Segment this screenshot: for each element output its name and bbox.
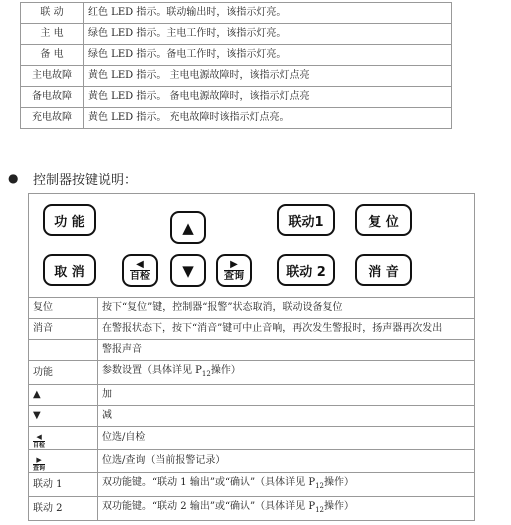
query-label: 查询 — [224, 270, 244, 282]
left-arrow-icon: ◀ — [36, 433, 42, 441]
key-panel — [28, 193, 475, 297]
indicator-desc: 黄色 LED 指示。 主电电源故障时，该指示灯点亮 — [84, 66, 452, 87]
desc-text: 操作） — [324, 501, 354, 512]
left-arrow-icon: ◀ — [136, 258, 144, 270]
table-row — [21, 24, 452, 45]
table-row — [21, 3, 452, 24]
key-desc — [98, 497, 475, 521]
indicator-name: 联 动 — [21, 3, 84, 24]
key-name: 联动 1 — [29, 473, 98, 497]
indicator-name: 主电故障 — [21, 66, 84, 87]
table-row — [29, 319, 475, 340]
link2-key[interactable]: 联动 2 — [277, 254, 335, 286]
bullet-icon: ● — [8, 171, 19, 185]
indicator-desc: 绿色 LED 指示。主电工作时，该指示灯亮。 — [84, 24, 452, 45]
key-desc: 按下“复位”键，控制器“报警”状态取消，联动设备复位 — [98, 298, 475, 319]
table-row — [21, 87, 452, 108]
page-ref: 12 — [201, 370, 211, 378]
desc-text: 参数设置（具体详见 P — [102, 365, 202, 376]
right-arrow-icon: ▶ — [230, 258, 238, 270]
table-row — [29, 450, 475, 473]
left-self-test-key[interactable] — [122, 254, 158, 287]
down-key[interactable]: ▼ — [170, 254, 206, 287]
key-name: 复位 — [29, 298, 98, 319]
mute-key[interactable]: 消 音 — [355, 254, 412, 286]
link1-key[interactable]: 联动1 — [277, 204, 335, 236]
table-row — [29, 385, 475, 406]
section-title: 控制器按键说明： — [33, 173, 138, 188]
desc-text: 操作） — [210, 365, 241, 376]
table-row — [21, 45, 452, 66]
indicator-desc: 黄色 LED 指示。 备电电源故障时，该指示灯点亮 — [84, 87, 452, 108]
up-key[interactable]: ▲ — [170, 211, 206, 244]
table-row — [29, 497, 475, 521]
key-desc — [98, 473, 475, 497]
query-key-icon — [33, 457, 45, 472]
function-key[interactable]: 功 能 — [43, 204, 96, 236]
indicator-name: 备 电 — [21, 45, 84, 66]
query-label: 查询 — [33, 465, 46, 472]
key-name: 功能 — [29, 361, 98, 385]
key-name: 消音 — [29, 319, 98, 340]
indicator-name: 主 电 — [21, 24, 84, 45]
self-test-label: 自检 — [130, 270, 150, 282]
desc-text: 双功能键。“联动 2 输出”或“确认”（具体详见 P — [102, 501, 316, 512]
key-name — [29, 427, 98, 450]
table-row — [21, 108, 452, 129]
self-test-label: 自检 — [33, 442, 46, 449]
indicator-desc: 红色 LED 指示。联动输出时，该指示灯亮。 — [84, 3, 452, 24]
key-name — [29, 450, 98, 473]
indicator-name: 充电故障 — [21, 108, 84, 129]
self-test-key-icon — [33, 434, 45, 449]
table-row — [29, 473, 475, 497]
key-desc — [98, 361, 475, 385]
reset-key[interactable]: 复 位 — [355, 204, 412, 236]
key-desc: 位选/查询（当前报警记录） — [98, 450, 475, 473]
key-name: ▼ — [29, 406, 98, 427]
indicator-desc: 绿色 LED 指示。备电工作时，该指示灯亮。 — [84, 45, 452, 66]
page-ref: 12 — [315, 506, 324, 514]
indicator-table — [20, 2, 452, 129]
cancel-key[interactable]: 取 消 — [43, 254, 96, 286]
key-name — [29, 340, 98, 361]
key-desc: 加 — [98, 385, 475, 406]
key-name: 联动 2 — [29, 497, 98, 521]
table-row — [29, 361, 475, 385]
key-desc: 位选/自检 — [98, 427, 475, 450]
key-desc: 警报声音 — [98, 340, 475, 361]
page-ref: 12 — [315, 482, 324, 490]
table-row — [29, 340, 475, 361]
table-row — [29, 427, 475, 450]
key-desc: 减 — [98, 406, 475, 427]
key-name: ▲ — [29, 385, 98, 406]
table-row — [29, 298, 475, 319]
indicator-desc: 黄色 LED 指示。 充电故障时该指示灯点亮。 — [84, 108, 452, 129]
right-query-key[interactable] — [216, 254, 252, 287]
desc-text: 操作） — [324, 477, 354, 488]
right-arrow-icon: ▶ — [36, 456, 42, 464]
key-table — [28, 297, 475, 521]
table-row — [29, 406, 475, 427]
indicator-name: 备电故障 — [21, 87, 84, 108]
table-row — [21, 66, 452, 87]
key-desc: 在警报状态下，按下“消音”键可中止音响，再次发生警报时，扬声器再次发出 — [98, 319, 475, 340]
desc-text: 双功能键。“联动 1 输出”或“确认”（具体详见 P — [102, 477, 316, 488]
